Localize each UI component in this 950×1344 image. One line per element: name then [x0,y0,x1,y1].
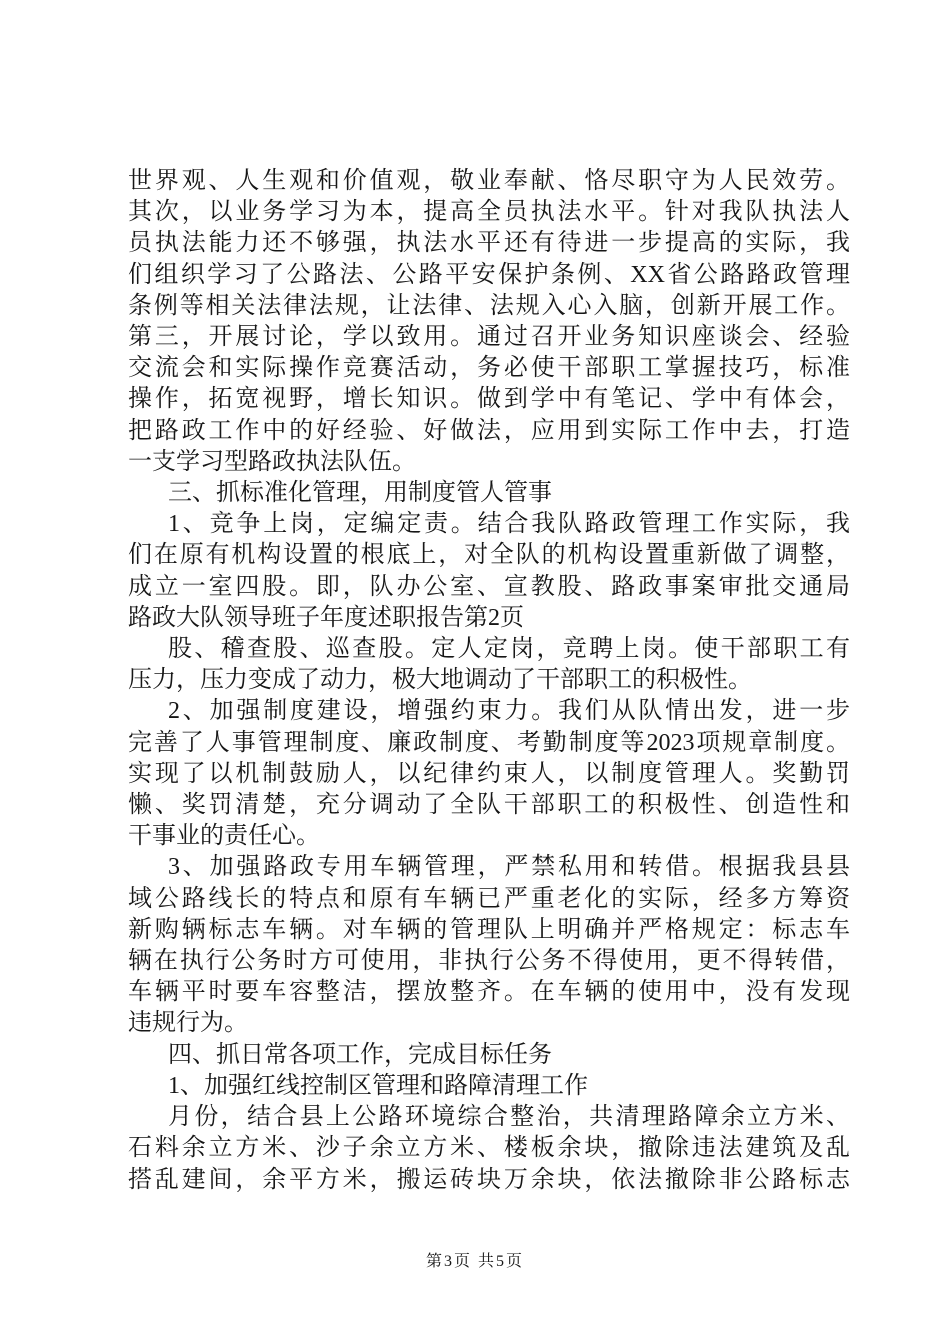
text-line: 域公路线长的特点和原有车辆已严重老化的实际，经多方筹资 [128,885,850,912]
text-line: 1、竞争上岗，定编定责。结合我队路政管理工作实际，我 [168,511,850,538]
text-line: 交流会和实际操作竞赛活动，务必使干部职工掌握技巧，标准 [128,355,850,382]
text-line: 搭乱建间，余平方米，搬运砖块万余块，依法撤除非公路标志 [128,1166,850,1193]
text-line: 股、稽查股、巡查股。定人定岗，竞聘上岗。使干部职工有 [168,636,850,663]
text-line: 辆在执行公务时方可使用，非执行公务不得使用，更不得转借， [128,948,850,975]
text-line: 世界观、人生观和价值观，敬业奉献、恪尽职守为人民效劳。 [128,168,850,194]
text-line: 石料余立方米、沙子余立方米、楼板余块，撤除违法建筑及乱 [128,1135,850,1162]
text-line: 1、加强红线控制区管理和路障清理工作 [168,1072,588,1099]
text-line: 压力，压力变成了动力，极大地调动了干部职工的积极性。 [128,667,752,694]
text-line: 其次，以业务学习为本，提高全员执法水平。针对我队执法人 [128,199,850,226]
text-line: 成立一室四股。即，队办公室、宣教股、路政事案审批交通局 [128,573,850,600]
text-line: 月份，结合县上公路环境综合整治，共清理路障余立方米、 [168,1104,850,1131]
text-line: 一支学习型路政执法队伍。 [128,448,416,475]
text-line: 3、加强路政专用车辆管理，严禁私用和转借。根据我县县 [168,854,850,881]
text-line: 们组织学习了公路法、公路平安保护条例、XX省公路路政管理 [128,261,850,288]
text-line: 干事业的责任心。 [128,823,320,850]
text-line: 把路政工作中的好经验、好做法，应用到实际工作中去，打造 [128,417,850,444]
text-line: 实现了以机制鼓励人，以纪律约束人，以制度管理人。奖勤罚 [128,760,850,787]
text-line: 员执法能力还不够强，执法水平还有待进一步提高的实际，我 [128,230,850,257]
text-line: 懒、奖罚清楚，充分调动了全队干部职工的积极性、创造性和 [128,792,850,819]
text-line: 第三，开展讨论，学以致用。通过召开业务知识座谈会、经验 [128,324,850,351]
text-line: 操作，拓宽视野，增长知识。做到学中有笔记、学中有体会， [128,386,850,413]
text-line: 条例等相关法律法规，让法律、法规入心入脑，创新开展工作。 [128,292,850,319]
page-number: 第3页 共5页 [425,1253,524,1270]
document-body [128,166,850,1196]
text-line: 新购辆标志车辆。对车辆的管理队上明确并严格规定：标志车 [128,916,850,943]
text-line: 四、抓日常各项工作，完成目标任务 [168,1041,552,1068]
text-line: 三、抓标准化管理，用制度管人管事 [168,480,552,507]
text-line: 完善了人事管理制度、廉政制度、考勤制度等2023项规章制度。 [128,729,850,756]
text-line: 车辆平时要车容整洁，摆放整齐。在车辆的使用中，没有发现 [128,979,850,1006]
page-footer [0,1248,950,1271]
text-line: 们在原有机构设置的根底上，对全队的机构设置重新做了调整， [128,542,850,569]
text-line: 2、加强制度建设，增强约束力。我们从队情出发，进一步 [168,698,850,725]
text-line: 违规行为。 [128,1010,248,1037]
text-line: 路政大队领导班子年度述职报告第2页 [128,604,524,631]
